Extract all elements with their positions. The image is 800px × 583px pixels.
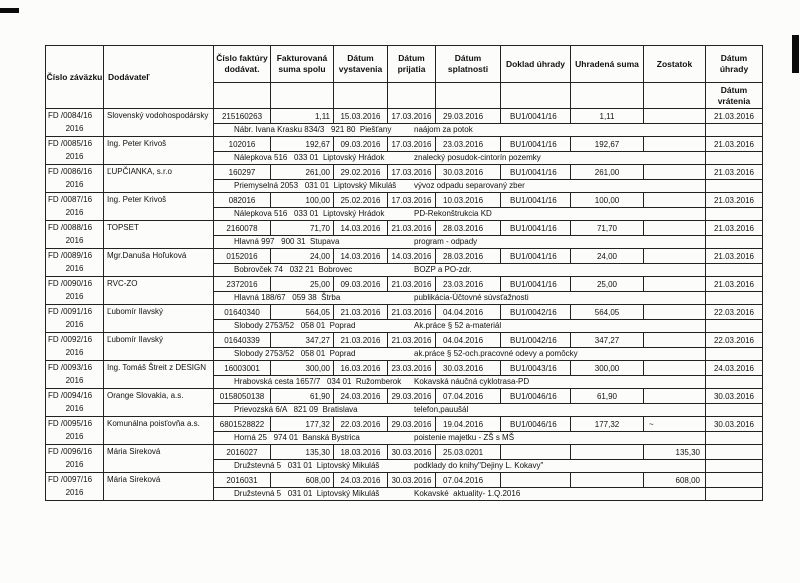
cell-fakturovana-suma: 608,00: [271, 473, 334, 488]
cell-uhradena-suma: 347,27: [571, 333, 644, 348]
cell-datum-vratenia-empty: [706, 152, 763, 165]
cell-datum-vystavenia: 24.03.2016: [334, 473, 388, 488]
cell-cislo-faktury: 082016: [214, 193, 271, 208]
cell-datum-prijatia: 21.03.2016: [388, 305, 436, 320]
cell-cislo-faktury: 160297: [214, 165, 271, 180]
cell-address-description: [214, 348, 706, 361]
cell-datum-vratenia-empty: [706, 460, 763, 473]
cell-uhradena-suma: 25,00: [571, 277, 644, 292]
invoice-description: publikácia-Účtovné súvsťažnosti: [414, 293, 529, 302]
cell-datum-vystavenia: 24.03.2016: [334, 389, 388, 404]
supplier-address: Hlavná 188/67 059 38 Štrba: [234, 293, 341, 302]
header-cislo-faktury: Číslo faktúry dodávat.: [214, 46, 271, 83]
cell-address-description: [214, 208, 706, 221]
zavazok-year: 2016: [65, 432, 84, 441]
cell-address-description: [214, 180, 706, 193]
cell-dodavatel: TOPSET: [104, 221, 214, 249]
cell-dodavatel: Komunálna poisťovňa a.s.: [104, 417, 214, 445]
cell-datum-prijatia: 30.03.2016: [388, 445, 436, 460]
cell-cislo-zavazku: [46, 137, 104, 165]
cell-address-description: [214, 292, 706, 305]
cell-doklad-uhrady: BU1/0041/16: [501, 137, 571, 152]
cell-dodavatel: Ľubomír Ilavský: [104, 333, 214, 361]
cell-zostatok: [644, 361, 706, 376]
cell-datum-uhrady: 30.03.2016: [706, 417, 763, 432]
cell-doklad-uhrady: BU1/0041/16: [501, 165, 571, 180]
supplier-address: Nálepkova 516 033 01 Liptovský Hrádok: [234, 153, 385, 162]
cell-datum-uhrady: [706, 445, 763, 460]
zavazok-number: FD /0089/16: [48, 251, 93, 260]
cell-zostatok: [644, 109, 706, 124]
cell-fakturovana-suma: 100,00: [271, 193, 334, 208]
cell-zostatok: [644, 137, 706, 152]
cell-datum-prijatia: 17.03.2016: [388, 137, 436, 152]
cell-datum-vystavenia: 29.02.2016: [334, 165, 388, 180]
cell-cislo-faktury: 2372016: [214, 277, 271, 292]
cell-datum-splatnosti: 28.03.2016: [436, 221, 501, 236]
scan-artifact-top-left: [0, 8, 19, 13]
cell-datum-vratenia-empty: [706, 404, 763, 417]
cell-zostatok: ~: [644, 417, 706, 432]
cell-cislo-faktury: 2160078: [214, 221, 271, 236]
header-datum-splatnosti: Dátum splatnosti: [436, 46, 501, 83]
cell-datum-vystavenia: 15.03.2016: [334, 109, 388, 124]
cell-cislo-faktury: 0158050138: [214, 389, 271, 404]
cell-datum-splatnosti: 23.03.2016: [436, 137, 501, 152]
cell-datum-prijatia: 21.03.2016: [388, 277, 436, 292]
cell-zostatok: 135,30: [644, 445, 706, 460]
cell-cislo-zavazku: [46, 361, 104, 389]
cell-datum-prijatia: 23.03.2016: [388, 361, 436, 376]
cell-address-description: [214, 264, 706, 277]
cell-datum-vystavenia: 18.03.2016: [334, 445, 388, 460]
table-row: [46, 165, 763, 180]
cell-datum-splatnosti: 29.03.2016: [436, 109, 501, 124]
cell-dodavatel: Ing. Peter Krivoš: [104, 137, 214, 165]
invoice-register-table: [45, 45, 763, 501]
cell-datum-splatnosti: 28.03.2016: [436, 249, 501, 264]
cell-datum-splatnosti: 07.04.2016: [436, 389, 501, 404]
cell-zostatok: [644, 165, 706, 180]
supplier-address: Družstevná 5 031 01 Liptovský Mikuláš: [234, 489, 380, 498]
supplier-address: Horná 25 974 01 Banská Bystrica: [234, 433, 360, 442]
cell-zostatok: [644, 333, 706, 348]
zavazok-year: 2016: [65, 376, 84, 385]
zavazok-number: FD /0096/16: [48, 447, 93, 456]
cell-fakturovana-suma: 564,05: [271, 305, 334, 320]
header-datum-vystavenia: Dátum vystavenia: [334, 46, 388, 83]
cell-zostatok: [644, 305, 706, 320]
cell-datum-uhrady: 21.03.2016: [706, 249, 763, 264]
table-row: [46, 473, 763, 488]
cell-doklad-uhrady: BU1/0041/16: [501, 193, 571, 208]
supplier-address: Prievozská 6/A 821 09 Bratislava: [234, 405, 358, 414]
cell-uhradena-suma: 71,70: [571, 221, 644, 236]
cell-address-description: [214, 460, 706, 473]
cell-uhradena-suma: 24,00: [571, 249, 644, 264]
cell-datum-vratenia-empty: [706, 292, 763, 305]
zavazok-number: FD /0097/16: [48, 475, 93, 484]
supplier-address: Družstevná 5 031 01 Liptovský Mikuláš: [234, 461, 380, 470]
supplier-address: Bobrovček 74 032 21 Bobrovec: [234, 265, 353, 274]
supplier-address: Priemyselná 2053 031 01 Liptovský Mikuláš: [234, 181, 397, 190]
cell-cislo-zavazku: [46, 249, 104, 277]
table-row: [46, 417, 763, 432]
header-spacer-cell: [436, 83, 501, 109]
cell-dodavatel: Mária Sireková: [104, 445, 214, 473]
header-spacer-cell: [571, 83, 644, 109]
cell-datum-vystavenia: 25.02.2016: [334, 193, 388, 208]
zavazok-year: 2016: [65, 488, 84, 497]
cell-fakturovana-suma: 135,30: [271, 445, 334, 460]
table-row: [46, 305, 763, 320]
cell-datum-vystavenia: 09.03.2016: [334, 137, 388, 152]
table-row: [46, 389, 763, 404]
header-fakturovana-suma: Fakturovaná suma spolu: [271, 46, 334, 83]
supplier-address: Slobody 2753/52 058 01 Poprad: [234, 321, 356, 330]
cell-datum-prijatia: 29.03.2016: [388, 417, 436, 432]
cell-cislo-zavazku: [46, 445, 104, 473]
cell-datum-splatnosti: 30.03.2016: [436, 361, 501, 376]
supplier-address: Hlavná 997 900 31 Stupava: [234, 237, 340, 246]
cell-cislo-faktury: 0152016: [214, 249, 271, 264]
cell-datum-splatnosti: 04.04.2016: [436, 305, 501, 320]
cell-datum-prijatia: 17.03.2016: [388, 193, 436, 208]
zavazok-number: FD /0091/16: [48, 307, 93, 316]
invoice-description: znalecký posudok-cintorín pozemky: [414, 153, 541, 162]
zavazok-number: FD /0087/16: [48, 195, 93, 204]
cell-dodavatel: Mgr.Danuša Hoľuková: [104, 249, 214, 277]
zavazok-number: FD /0095/16: [48, 419, 93, 428]
cell-cislo-faktury: 6801528822: [214, 417, 271, 432]
invoice-description: naájom za potok: [414, 125, 473, 134]
cell-datum-vystavenia: 16.03.2016: [334, 361, 388, 376]
cell-fakturovana-suma: 261,00: [271, 165, 334, 180]
header-datum-uhrady: Dátum úhrady: [706, 46, 763, 83]
table-body: [46, 109, 763, 501]
header-datum-prijatia: Dátum prijatia: [388, 46, 436, 83]
zavazok-number: FD /0085/16: [48, 139, 93, 148]
zavazok-year: 2016: [65, 180, 84, 189]
table-row: [46, 277, 763, 292]
cell-cislo-faktury: 16003001: [214, 361, 271, 376]
zavazok-year: 2016: [65, 152, 84, 161]
header-spacer-cell: [388, 83, 436, 109]
cell-cislo-zavazku: [46, 473, 104, 501]
cell-cislo-zavazku: [46, 277, 104, 305]
cell-datum-uhrady: 21.03.2016: [706, 109, 763, 124]
cell-datum-vystavenia: 14.03.2016: [334, 249, 388, 264]
cell-datum-vratenia-empty: [706, 180, 763, 193]
zavazok-number: FD /0084/16: [48, 111, 93, 120]
cell-zostatok: [644, 389, 706, 404]
cell-datum-prijatia: 17.03.2016: [388, 109, 436, 124]
cell-address-description: [214, 124, 706, 137]
invoice-description: podklady do knihy"Dejiny L. Kokavy": [414, 461, 544, 470]
cell-datum-uhrady: 30.03.2016: [706, 389, 763, 404]
cell-doklad-uhrady: BU1/0042/16: [501, 333, 571, 348]
zavazok-year: 2016: [65, 208, 84, 217]
cell-zostatok: 608,00: [644, 473, 706, 488]
cell-datum-vystavenia: 22.03.2016: [334, 417, 388, 432]
cell-datum-vratenia-empty: [706, 348, 763, 361]
cell-datum-vystavenia: 09.03.2016: [334, 277, 388, 292]
cell-datum-splatnosti: 07.04.2016: [436, 473, 501, 488]
zavazok-number: FD /0086/16: [48, 167, 93, 176]
table-row: [46, 193, 763, 208]
cell-cislo-zavazku: [46, 389, 104, 417]
table-row: [46, 445, 763, 460]
cell-fakturovana-suma: 192,67: [271, 137, 334, 152]
cell-datum-uhrady: 21.03.2016: [706, 165, 763, 180]
cell-dodavatel: Ing. Tomáš Štreit z DESIGN: [104, 361, 214, 389]
table-row: [46, 333, 763, 348]
header-doklad-uhrady: Doklad úhrady: [501, 46, 571, 83]
cell-uhradena-suma: 61,90: [571, 389, 644, 404]
cell-address-description: [214, 488, 706, 501]
cell-cislo-faktury: 01640339: [214, 333, 271, 348]
header-datum-vratenia: Dátum vrátenia: [706, 83, 763, 109]
table-row: [46, 249, 763, 264]
zavazok-year: 2016: [65, 124, 84, 133]
cell-cislo-zavazku: [46, 165, 104, 193]
cell-uhradena-suma: 564,05: [571, 305, 644, 320]
cell-doklad-uhrady: [501, 473, 571, 488]
cell-datum-splatnosti: 04.04.2016: [436, 333, 501, 348]
cell-address-description: [214, 152, 706, 165]
cell-datum-uhrady: 21.03.2016: [706, 221, 763, 236]
cell-datum-prijatia: 21.03.2016: [388, 221, 436, 236]
header-spacer-cell: [644, 83, 706, 109]
cell-datum-prijatia: 17.03.2016: [388, 165, 436, 180]
cell-uhradena-suma: 1,11: [571, 109, 644, 124]
cell-cislo-faktury: 2016027: [214, 445, 271, 460]
cell-datum-vratenia-empty: [706, 488, 763, 501]
cell-doklad-uhrady: BU1/0046/16: [501, 389, 571, 404]
header-uhradena-suma: Uhradená suma: [571, 46, 644, 83]
zavazok-number: FD /0092/16: [48, 335, 93, 344]
supplier-address: Hrabovská cesta 1657/7 034 01 Ružomberok: [234, 377, 402, 386]
cell-datum-splatnosti: 10.03.2016: [436, 193, 501, 208]
zavazok-number: FD /0090/16: [48, 279, 93, 288]
cell-cislo-zavazku: [46, 193, 104, 221]
invoice-description: vývoz odpadu separovaný zber: [414, 181, 525, 190]
cell-uhradena-suma: 100,00: [571, 193, 644, 208]
cell-datum-vratenia-empty: [706, 208, 763, 221]
cell-cislo-zavazku: [46, 333, 104, 361]
cell-cislo-faktury: 2016031: [214, 473, 271, 488]
cell-address-description: [214, 236, 706, 249]
cell-dodavatel: Ing. Peter Krivoš: [104, 193, 214, 221]
table-row: [46, 137, 763, 152]
cell-datum-vystavenia: 14.03.2016: [334, 221, 388, 236]
cell-doklad-uhrady: BU1/0041/16: [501, 249, 571, 264]
cell-datum-uhrady: 21.03.2016: [706, 137, 763, 152]
zavazok-year: 2016: [65, 264, 84, 273]
cell-dodavatel: Slovenský vodohospodársky: [104, 109, 214, 137]
invoice-description: program - odpady: [414, 237, 478, 246]
cell-datum-vystavenia: 21.03.2016: [334, 333, 388, 348]
invoice-description: ak.práce § 52-och.pracovné odevy a pomôcky: [414, 349, 578, 358]
zavazok-number: FD /0093/16: [48, 363, 93, 372]
invoice-description: telefon,pauušál: [414, 405, 469, 414]
cell-datum-uhrady: 22.03.2016: [706, 305, 763, 320]
table-row: [46, 109, 763, 124]
cell-zostatok: [644, 193, 706, 208]
cell-doklad-uhrady: [501, 445, 571, 460]
supplier-address: Nálepkova 516 033 01 Liptovský Hrádok: [234, 209, 385, 218]
zavazok-number: FD /0088/16: [48, 223, 93, 232]
cell-dodavatel: RVC-ZO: [104, 277, 214, 305]
scan-artifact-top-right: [792, 35, 799, 73]
cell-datum-vratenia-empty: [706, 236, 763, 249]
zavazok-year: 2016: [65, 348, 84, 357]
cell-cislo-zavazku: [46, 305, 104, 333]
cell-uhradena-suma: [571, 473, 644, 488]
supplier-address: Nábr. Ivana Krasku 834/3 921 80 Piešťany: [234, 125, 392, 134]
cell-datum-splatnosti: 25.03.0201: [436, 445, 501, 460]
cell-fakturovana-suma: 24,00: [271, 249, 334, 264]
zavazok-year: 2016: [65, 292, 84, 301]
cell-datum-prijatia: 30.03.2016: [388, 473, 436, 488]
cell-zostatok: [644, 221, 706, 236]
cell-address-description: [214, 320, 706, 333]
cell-doklad-uhrady: BU1/0043/16: [501, 361, 571, 376]
cell-fakturovana-suma: 1,11: [271, 109, 334, 124]
cell-uhradena-suma: 192,67: [571, 137, 644, 152]
cell-dodavatel: ĽUPČIANKA, s.r.o: [104, 165, 214, 193]
zavazok-number: FD /0094/16: [48, 391, 93, 400]
header-zostatok: Zostatok: [644, 46, 706, 83]
cell-address-description: [214, 404, 706, 417]
cell-fakturovana-suma: 71,70: [271, 221, 334, 236]
cell-fakturovana-suma: 347,27: [271, 333, 334, 348]
cell-datum-vratenia-empty: [706, 376, 763, 389]
cell-zostatok: [644, 249, 706, 264]
cell-zostatok: [644, 277, 706, 292]
cell-datum-splatnosti: 19.04.2016: [436, 417, 501, 432]
cell-doklad-uhrady: BU1/0042/16: [501, 305, 571, 320]
cell-dodavatel: Ľubomír Ilavský: [104, 305, 214, 333]
cell-datum-vratenia-empty: [706, 432, 763, 445]
zavazok-year: 2016: [65, 404, 84, 413]
table-row: [46, 221, 763, 236]
table-header: [46, 46, 763, 109]
cell-datum-vratenia-empty: [706, 320, 763, 333]
header-row-main: [46, 46, 763, 83]
cell-datum-splatnosti: 30.03.2016: [436, 165, 501, 180]
cell-datum-uhrady: 24.03.2016: [706, 361, 763, 376]
cell-uhradena-suma: 261,00: [571, 165, 644, 180]
header-spacer-cell: [501, 83, 571, 109]
header-dodavatel: Dodávateľ: [104, 46, 214, 109]
cell-cislo-faktury: 102016: [214, 137, 271, 152]
invoice-description: poistenie majetku - ZŠ s MŠ: [414, 433, 515, 442]
cell-datum-splatnosti: 23.03.2016: [436, 277, 501, 292]
cell-datum-prijatia: 21.03.2016: [388, 333, 436, 348]
zavazok-year: 2016: [65, 236, 84, 245]
header-spacer-cell: [214, 83, 271, 109]
cell-address-description: [214, 376, 706, 389]
cell-doklad-uhrady: BU1/0041/16: [501, 277, 571, 292]
cell-cislo-zavazku: [46, 109, 104, 137]
cell-datum-vratenia-empty: [706, 264, 763, 277]
cell-address-description: [214, 432, 706, 445]
supplier-address: Slobody 2753/52 058 01 Poprad: [234, 349, 356, 358]
zavazok-year: 2016: [65, 460, 84, 469]
cell-doklad-uhrady: BU1/0041/16: [501, 221, 571, 236]
cell-dodavatel: Mária Sireková: [104, 473, 214, 501]
cell-uhradena-suma: 300,00: [571, 361, 644, 376]
cell-datum-vystavenia: 21.03.2016: [334, 305, 388, 320]
header-spacer-cell: [334, 83, 388, 109]
cell-datum-prijatia: 29.03.2016: [388, 389, 436, 404]
invoice-description: Kokavská náučná cyklotrasa-PD: [414, 377, 530, 386]
invoice-description: BOZP a PO-zdr.: [414, 265, 472, 274]
cell-datum-vratenia-empty: [706, 124, 763, 137]
cell-uhradena-suma: [571, 445, 644, 460]
header-cislo-zavazku: Číslo záväzku: [46, 46, 104, 109]
cell-datum-prijatia: 14.03.2016: [388, 249, 436, 264]
zavazok-year: 2016: [65, 320, 84, 329]
cell-uhradena-suma: 177,32: [571, 417, 644, 432]
cell-fakturovana-suma: 61,90: [271, 389, 334, 404]
table-row: [46, 361, 763, 376]
cell-fakturovana-suma: 300,00: [271, 361, 334, 376]
cell-dodavatel: Orange Slovakia, a.s.: [104, 389, 214, 417]
cell-cislo-faktury: 01640340: [214, 305, 271, 320]
cell-datum-uhrady: [706, 473, 763, 488]
cell-cislo-zavazku: [46, 417, 104, 445]
cell-doklad-uhrady: BU1/0041/16: [501, 109, 571, 124]
header-spacer-cell: [271, 83, 334, 109]
invoice-description: Kokavské aktuality- 1.Q.2016: [414, 489, 521, 498]
cell-datum-uhrady: 21.03.2016: [706, 277, 763, 292]
cell-fakturovana-suma: 25,00: [271, 277, 334, 292]
cell-datum-uhrady: 22.03.2016: [706, 333, 763, 348]
cell-doklad-uhrady: BU1/0046/16: [501, 417, 571, 432]
cell-datum-uhrady: 21.03.2016: [706, 193, 763, 208]
invoice-description: Ak.práce § 52 a-materiál: [414, 321, 502, 330]
invoice-description: PD-Rekonštrukcia KD: [414, 209, 492, 218]
cell-fakturovana-suma: 177,32: [271, 417, 334, 432]
cell-cislo-zavazku: [46, 221, 104, 249]
cell-cislo-faktury: 215160263: [214, 109, 271, 124]
